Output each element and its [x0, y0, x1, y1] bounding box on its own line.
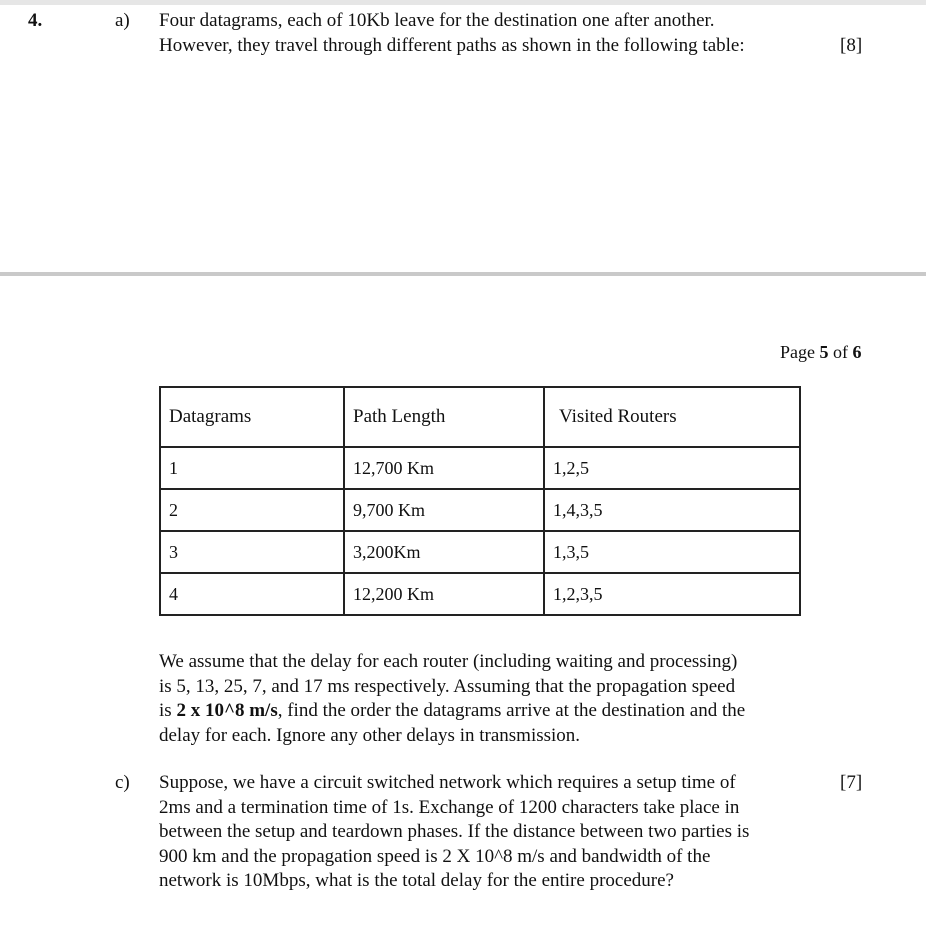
table-row	[160, 489, 800, 531]
cell-datagram: 3	[160, 531, 344, 573]
question-number: 4.	[28, 10, 43, 31]
part-c-line4: 900 km and the propagation speed is 2 X 10^8 m/s and bandwidth of the	[159, 845, 711, 867]
table-header-row	[160, 387, 800, 447]
page-number	[780, 342, 862, 363]
part-c-line1: Suppose, we have a circuit switched network which requires a setup time of	[159, 772, 736, 793]
part-a-label: a)	[115, 10, 130, 31]
page-break-divider	[0, 272, 926, 276]
part-c-line2: 2ms and a termination time of 1s. Exchange of 1200 characters take place in	[159, 796, 740, 818]
header-visited-routers: Visited Routers	[544, 387, 800, 447]
cell-path-length: 3,200Km	[344, 531, 544, 573]
table-row	[160, 573, 800, 615]
part-c-text	[159, 771, 814, 894]
part-a-intro	[159, 9, 745, 58]
datagram-table	[159, 386, 801, 616]
assumption-line3-pre: is	[159, 700, 177, 721]
table-row	[160, 447, 800, 489]
cell-datagram: 4	[160, 573, 344, 615]
part-a-assumption-text	[159, 650, 814, 748]
cell-routers: 1,4,3,5	[544, 489, 800, 531]
propagation-speed-bold: 2 x 10^8 m/s	[176, 700, 278, 721]
part-a-intro-line1: Four datagrams, each of 10Kb leave for the destination one after another.	[159, 10, 715, 31]
page-current: 5	[819, 342, 829, 362]
cell-path-length: 12,700 Km	[344, 447, 544, 489]
cell-datagram: 2	[160, 489, 344, 531]
part-c-line3: between the setup and teardown phases. If the distance between two parties is	[159, 821, 750, 842]
part-a-marks: [8]	[840, 35, 863, 56]
cell-datagram: 1	[160, 447, 344, 489]
header-path-length: Path Length	[344, 387, 544, 447]
assumption-line2: is 5, 13, 25, 7, and 17 ms respectively. Assuming that the propagation speed	[159, 675, 736, 697]
assumption-line3	[159, 699, 814, 724]
assumption-line3-post: , find the order the datagrams arrive at the destination and the	[277, 700, 746, 721]
top-page-edge	[0, 0, 926, 5]
table-row	[160, 531, 800, 573]
cell-routers: 1,2,5	[544, 447, 800, 489]
cell-path-length: 12,200 Km	[344, 573, 544, 615]
header-datagrams: Datagrams	[160, 387, 344, 447]
part-c-marks: [7]	[840, 772, 863, 793]
part-c-label: c)	[115, 772, 130, 793]
part-c-line5: network is 10Mbps, what is the total delay for the entire procedure?	[159, 870, 674, 891]
page-middle: of	[828, 342, 853, 362]
page-prefix: Page	[780, 342, 820, 362]
cell-routers: 1,2,3,5	[544, 573, 800, 615]
page-total: 6	[852, 342, 862, 362]
cell-routers: 1,3,5	[544, 531, 800, 573]
assumption-line4: delay for each. Ignore any other delays in transmission.	[159, 724, 581, 746]
cell-path-length: 9,700 Km	[344, 489, 544, 531]
part-a-intro-line2: However, they travel through different paths as shown in the following table:	[159, 34, 745, 56]
assumption-line1: We assume that the delay for each router (including waiting and processing)	[159, 651, 738, 672]
